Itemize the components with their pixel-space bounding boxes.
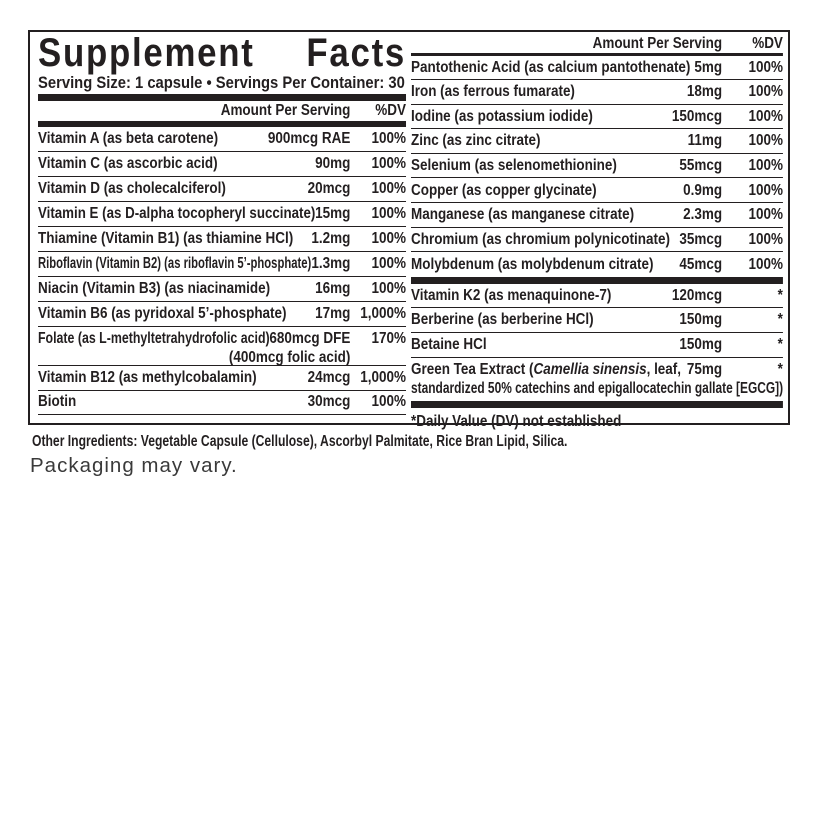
- table-row: [411, 154, 783, 179]
- other-ingredients-line: Other Ingredients: Vegetable Capsule (Cellulose), Ascorbyl Palmitate, Rice Bran Lipid, Silica.: [32, 433, 568, 450]
- table-row: [38, 152, 406, 177]
- table-row: [411, 252, 783, 277]
- ingredient-amount: 0.9mg: [683, 181, 723, 199]
- ingredient-amount: 5mg: [694, 58, 723, 76]
- ingredient-amount: 15mg: [315, 204, 351, 222]
- table-row: [411, 80, 783, 105]
- serving-size-line: Serving Size: 1 capsule • Servings Per Container: 30: [38, 73, 405, 92]
- ingredient-dv: 1,000%: [360, 304, 407, 322]
- ingredient-amount: 680mcg DFE: [269, 329, 351, 347]
- ingredient-name: Vitamin E (as D-alpha tocopheryl succinate): [38, 204, 316, 222]
- table-row: [38, 302, 406, 327]
- ingredient-name: Selenium (as selenomethionine): [411, 156, 617, 174]
- ingredient-amount: 150mcg: [671, 107, 723, 125]
- table-row-green-tea: [411, 360, 783, 401]
- supplement-facts-panel: [28, 30, 790, 430]
- ingredient-dv: 100%: [371, 393, 407, 411]
- table-row: [411, 105, 783, 130]
- ingredient-dv: 100%: [371, 204, 407, 222]
- ingredient-dv: 100%: [371, 279, 407, 297]
- ingredient-amount: 35mcg: [679, 230, 723, 248]
- ingredient-name: Iron (as ferrous fumarate): [411, 83, 575, 101]
- table-row: [38, 227, 406, 252]
- table-row: [411, 129, 783, 154]
- ingredient-amount: 18mg: [686, 83, 723, 101]
- ingredient-amount: 2.3mg: [683, 206, 723, 224]
- ingredient-name: Zinc (as zinc citrate): [411, 132, 541, 150]
- ingredient-dv: 100%: [748, 230, 783, 248]
- ingredient-name: Riboflavin (Vitamin B2) (as riboflavin 5’-phosphate): [38, 254, 312, 272]
- table-row: [411, 333, 783, 358]
- ingredient-amount: 24mcg: [307, 368, 351, 386]
- ingredient-dv: 170%: [371, 329, 407, 347]
- ingredient-amount: 150mg: [679, 336, 723, 354]
- ingredient-amount: 120mcg: [671, 286, 723, 304]
- ingredient-dv: 100%: [748, 255, 783, 273]
- ingredient-amount: 1.3mg: [311, 254, 351, 272]
- table-row: [411, 308, 783, 333]
- latin-name: Camellia sinensis: [533, 361, 647, 379]
- ingredient-name: Green Tea Extract (Camellia sinensis, leaf,: [411, 361, 682, 379]
- ingredient-amount: 75mg: [686, 361, 723, 379]
- ingredient-name: Pantothenic Acid (as calcium pantothenate): [411, 58, 691, 76]
- ingredient-dv: *: [777, 361, 783, 379]
- ingredient-dv: *: [777, 311, 783, 329]
- ingredient-amount-note: (400mcg folic acid): [228, 348, 351, 366]
- table-row: [38, 252, 406, 277]
- ingredient-name: Vitamin D (as cholecalciferol): [38, 179, 226, 197]
- panel-title: [38, 31, 407, 75]
- ingredient-dv: 100%: [748, 107, 783, 125]
- table-row-folate: [38, 327, 406, 366]
- ingredient-amount: 90mg: [315, 154, 351, 172]
- ingredient-dv: 100%: [748, 156, 783, 174]
- table-row: [411, 56, 783, 81]
- ingredient-dv: 100%: [371, 229, 407, 247]
- ingredient-amount: 900mcg RAE: [267, 129, 351, 147]
- table-row: [38, 366, 406, 391]
- column-header-left: [38, 101, 406, 121]
- ingredient-amount: 45mcg: [679, 255, 723, 273]
- ingredient-name: Thiamine (Vitamin B1) (as thiamine HCl): [38, 229, 294, 247]
- ingredient-dv: 100%: [371, 129, 407, 147]
- facts-column-right: [411, 32, 787, 430]
- ingredient-name: Folate (as L-methyltetrahydrofolic acid): [38, 329, 270, 347]
- ingredient-amount: 30mcg: [307, 393, 351, 411]
- table-row: [38, 277, 406, 302]
- ingredient-amount: 17mg: [315, 304, 351, 322]
- ingredient-name-continued: standardized 50% catechins and epigallocatechin gallate [EGCG]): [411, 379, 784, 397]
- packaging-note: Packaging may vary.: [30, 454, 238, 477]
- ingredient-amount: 1.2mg: [311, 229, 351, 247]
- panel-title-word2: Facts: [306, 31, 407, 75]
- ingredient-name: Vitamin B6 (as pyridoxal 5’-phosphate): [38, 304, 287, 322]
- ingredient-dv: 100%: [748, 181, 783, 199]
- table-row: [411, 203, 783, 228]
- panel-title-word1: Supplement: [38, 31, 255, 75]
- facts-column-left: [30, 32, 411, 423]
- table-row: [38, 127, 406, 152]
- divider-bar: [411, 277, 783, 284]
- ingredient-amount: 55mcg: [679, 156, 723, 174]
- ingredient-name: Iodine (as potassium iodide): [411, 107, 593, 125]
- ingredient-amount: 20mcg: [307, 179, 351, 197]
- table-row: [38, 202, 406, 227]
- ingredient-dv: 100%: [371, 154, 407, 172]
- ingredient-name: Betaine HCl: [411, 336, 487, 354]
- dv-footnote: *Daily Value (DV) not established: [411, 412, 622, 430]
- ingredient-dv: *: [777, 336, 783, 354]
- ingredient-name: Molybdenum (as molybdenum citrate): [411, 255, 654, 273]
- ingredient-name: Berberine (as berberine HCl): [411, 311, 594, 329]
- header-dv: %DV: [752, 34, 783, 52]
- table-row: [38, 391, 406, 415]
- ingredient-dv: 100%: [748, 206, 783, 224]
- ingredient-dv: 100%: [748, 83, 783, 101]
- ingredient-name: Niacin (Vitamin B3) (as niacinamide): [38, 279, 271, 297]
- table-row: [411, 228, 783, 253]
- header-amount-per-serving: Amount Per Serving: [592, 34, 723, 52]
- ingredient-dv: 100%: [748, 132, 783, 150]
- ingredient-name: Manganese (as manganese citrate): [411, 206, 635, 224]
- ingredient-name: Chromium (as chromium polynicotinate): [411, 230, 670, 248]
- table-row: [411, 284, 783, 309]
- header-dv: %DV: [375, 102, 407, 120]
- header-amount-per-serving: Amount Per Serving: [220, 102, 351, 120]
- ingredient-amount: 11mg: [687, 132, 723, 150]
- ingredient-dv: 100%: [371, 254, 407, 272]
- ingredient-dv: 100%: [371, 179, 407, 197]
- divider-bar: [411, 401, 783, 408]
- ingredient-name: Vitamin B12 (as methylcobalamin): [38, 368, 257, 386]
- ingredient-amount: 16mg: [315, 279, 351, 297]
- ingredient-name: Vitamin C (as ascorbic acid): [38, 154, 218, 172]
- table-row: [38, 177, 406, 202]
- ingredient-name: Copper (as copper glycinate): [411, 181, 597, 199]
- ingredient-name: Vitamin K2 (as menaquinone-7): [411, 286, 612, 304]
- ingredient-name: Biotin: [38, 393, 77, 411]
- ingredient-dv: *: [777, 286, 783, 304]
- ingredient-dv: 1,000%: [360, 368, 407, 386]
- ingredient-name: Vitamin A (as beta carotene): [38, 129, 219, 147]
- ingredient-dv: 100%: [748, 58, 783, 76]
- table-row: [411, 178, 783, 203]
- ingredient-amount: 150mg: [679, 311, 723, 329]
- column-header-right: [411, 32, 783, 53]
- divider-bar: [38, 94, 406, 101]
